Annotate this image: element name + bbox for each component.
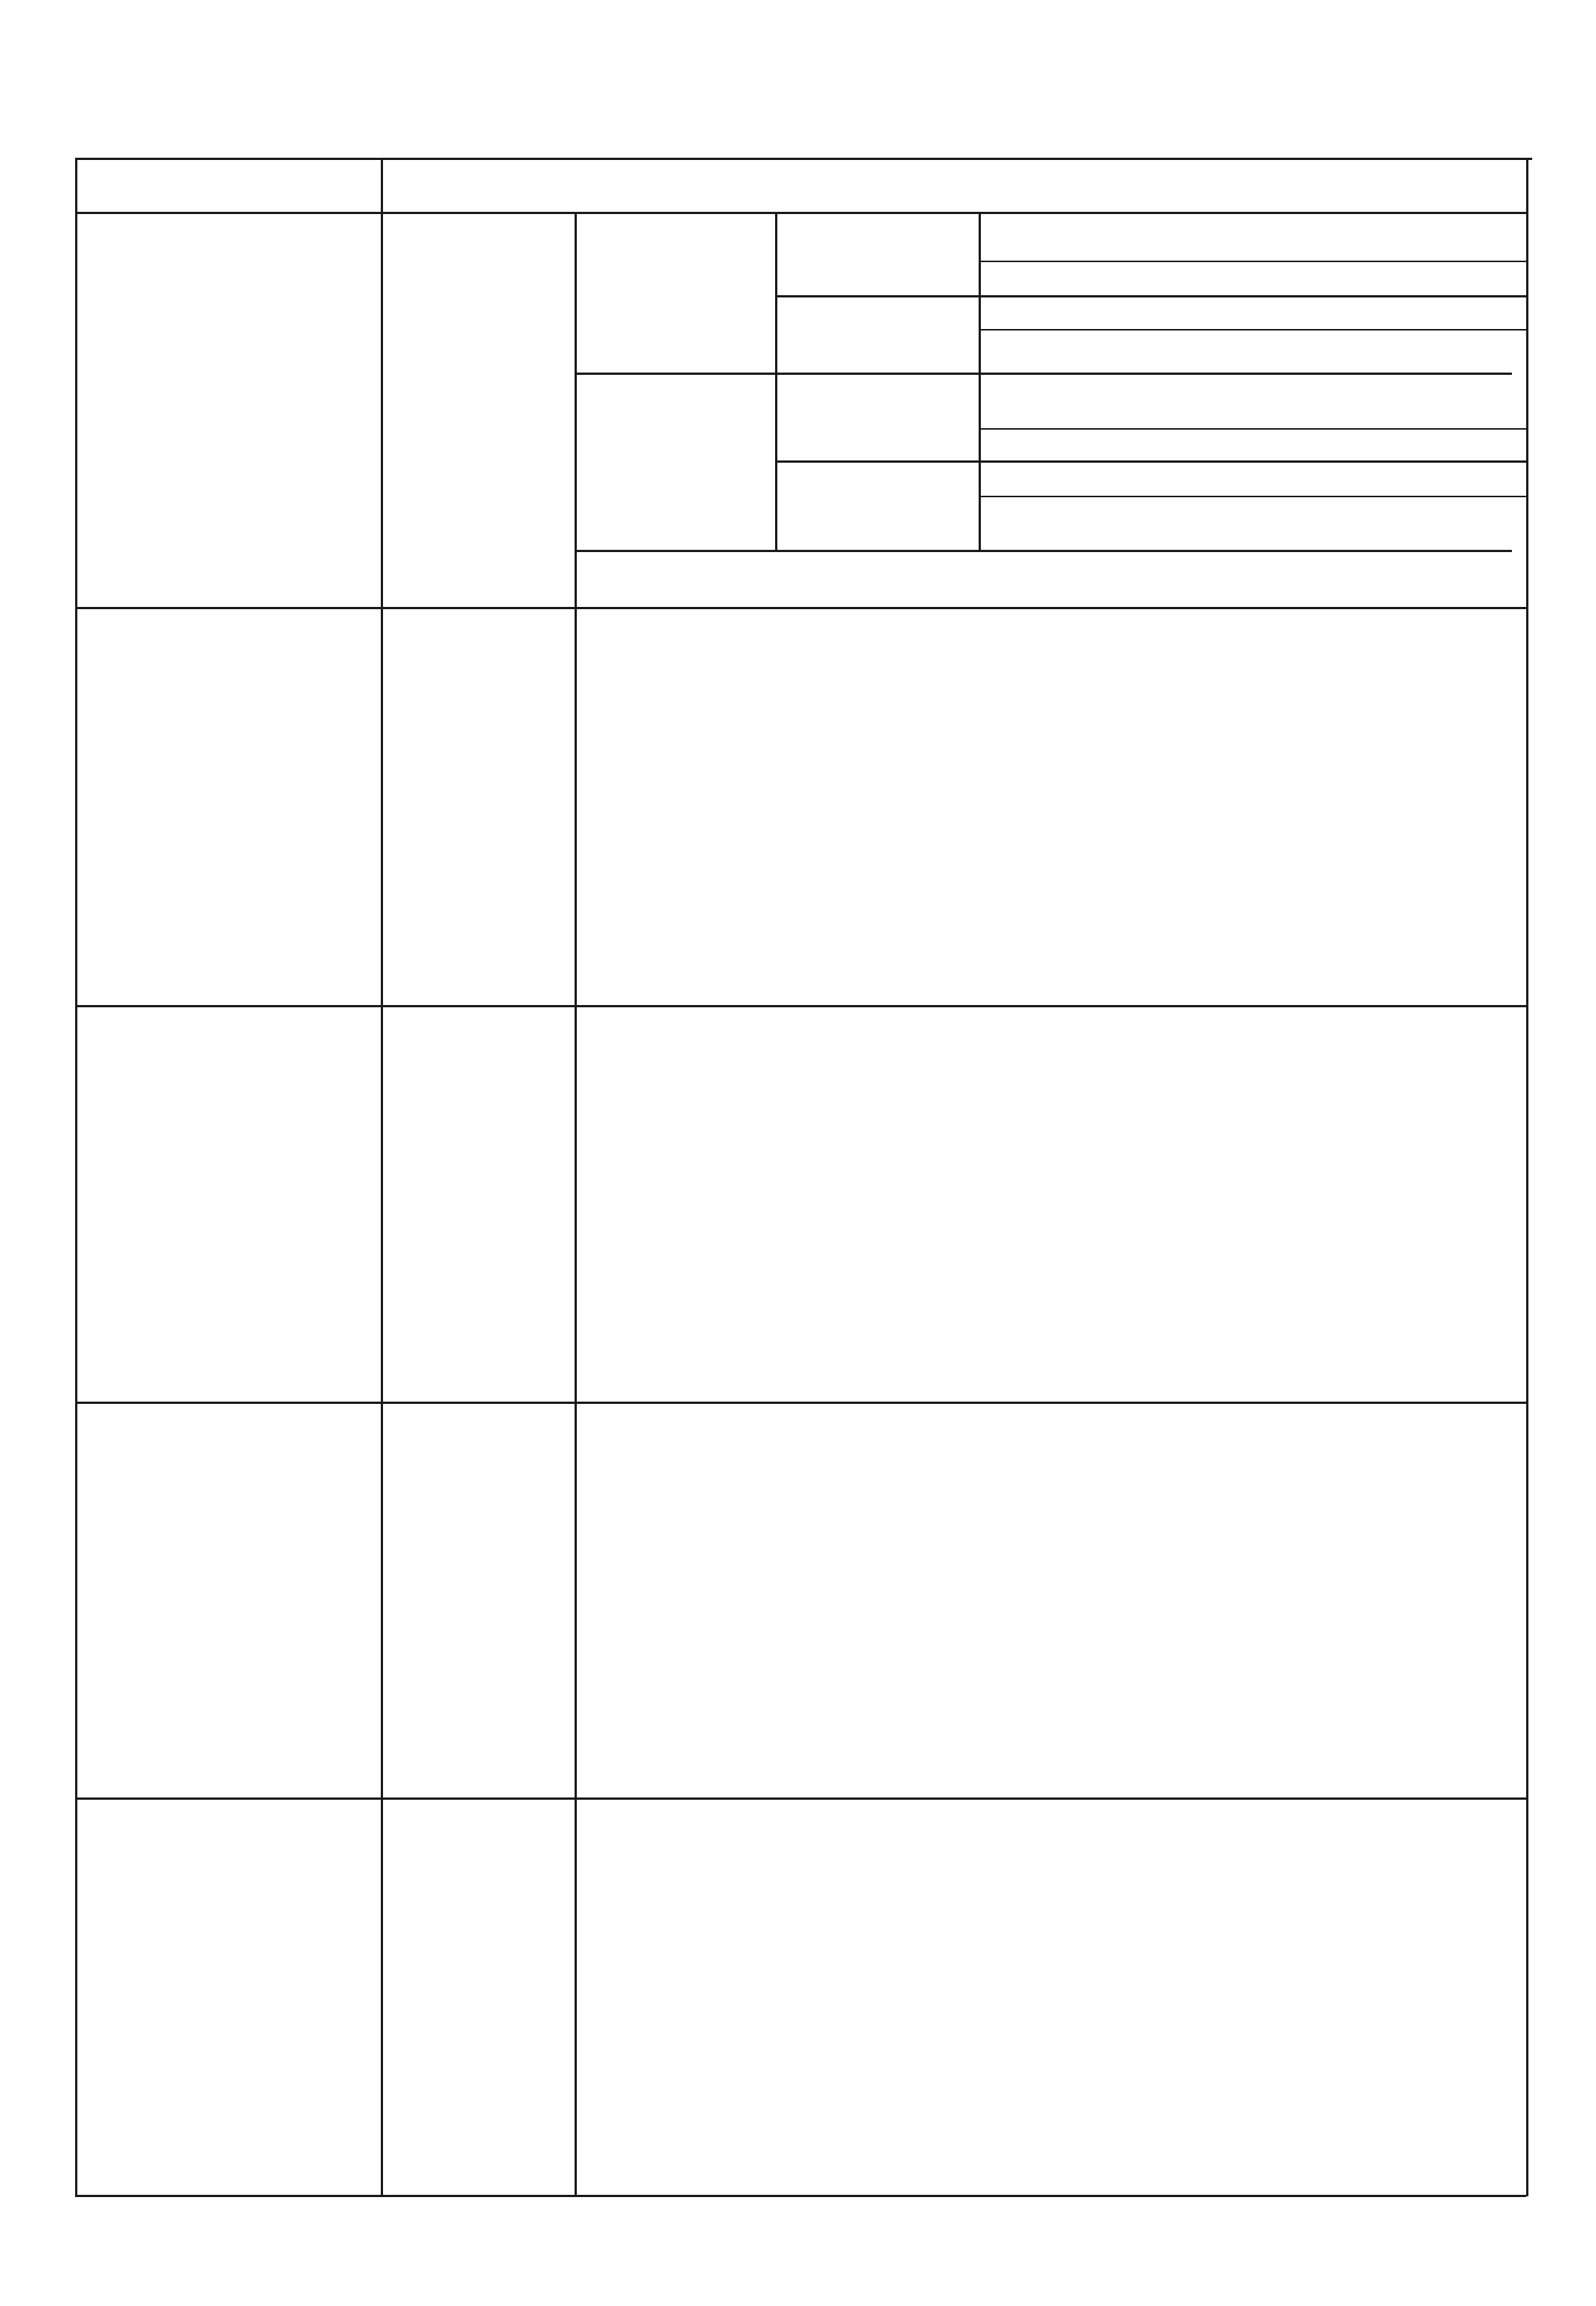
seal-column-border <box>775 212 777 551</box>
variant-column-border <box>979 212 981 551</box>
row-divider-2 <box>75 1005 1528 1007</box>
table-bottom-border <box>75 2195 1526 2197</box>
table-top-border <box>75 158 1532 160</box>
power-divider-mains <box>577 373 1512 375</box>
header-bottom-border <box>75 212 1528 214</box>
table-left-border <box>75 158 77 2196</box>
seal-divider-individual <box>775 460 1526 463</box>
power-divider-individual <box>577 550 1512 552</box>
row-divider-4 <box>75 1797 1528 1800</box>
variant-divider-1 <box>979 261 1526 262</box>
seal-divider-mains <box>775 295 1526 297</box>
code-column-border <box>575 212 577 2196</box>
table-right-border <box>1526 158 1528 2196</box>
variant-divider-4 <box>979 496 1526 497</box>
subgroup-column-border <box>381 158 383 2196</box>
variant-divider-2 <box>979 329 1526 331</box>
row-divider-3 <box>75 1402 1528 1404</box>
variant-divider-3 <box>979 428 1526 430</box>
row-divider-1 <box>75 607 1528 609</box>
